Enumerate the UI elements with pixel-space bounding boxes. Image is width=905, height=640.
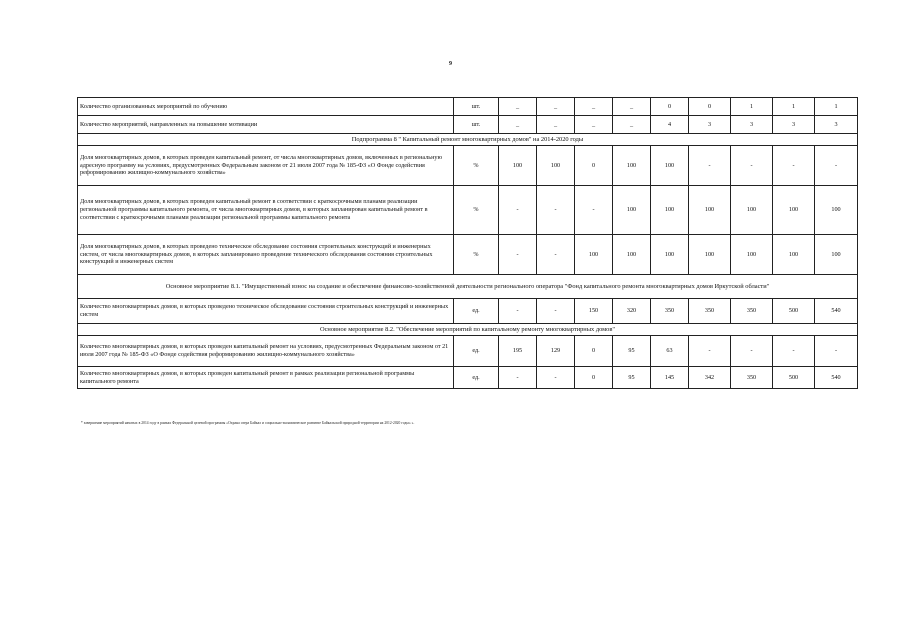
indicator-value: -: [731, 336, 773, 367]
indicator-value: 100: [613, 186, 651, 235]
indicator-value: -: [537, 299, 575, 324]
indicator-value: 100: [815, 235, 858, 275]
indicator-name: Количество многоквартирных домов, в которых проведен капитальный ремонт в рамках реализации региональной программы капитального ремонта: [78, 367, 454, 389]
indicator-value: 100: [575, 235, 613, 275]
indicator-value: 500: [773, 367, 815, 389]
indicator-value: -: [689, 146, 731, 186]
indicator-value: 540: [815, 299, 858, 324]
indicator-value: 95: [613, 367, 651, 389]
indicator-value: 0: [689, 98, 731, 116]
indicator-name: Доля многоквартирных домов, в которых проведено техническое обследование состояния строительных конструкций и инженерных систем, от числа многоквартирных домов, в которых запланировано проведение технического обследования состояния строительных конструкций и инженерных систем: [78, 235, 454, 275]
indicator-value: 100: [651, 146, 689, 186]
indicator-unit: ед.: [454, 299, 499, 324]
indicator-value: -: [537, 186, 575, 235]
indicator-value: _: [575, 116, 613, 134]
indicator-name: Доля многоквартирных домов, в которых проведен капитальный ремонт в соответствии с краткосрочными планами реализации региональной программы капитального ремонта, от числа многоквартирных домов, в которых запланирован капитальный ремонт в соответствии с краткосрочными планами реализации региональной программы капитального ремонта: [78, 186, 454, 235]
indicator-value: -: [815, 336, 858, 367]
indicator-value: 100: [651, 186, 689, 235]
indicator-value: 350: [651, 299, 689, 324]
table-row: [78, 98, 858, 116]
page-number: 9: [449, 61, 452, 67]
table-row: [78, 235, 858, 275]
section-row: [78, 134, 858, 146]
indicator-value: -: [773, 146, 815, 186]
indicator-value: 1: [731, 98, 773, 116]
table-row: [78, 367, 858, 389]
indicator-value: _: [537, 116, 575, 134]
section-row: [78, 324, 858, 336]
indicator-value: 500: [773, 299, 815, 324]
indicator-value: 1: [773, 98, 815, 116]
indicator-value: 100: [689, 235, 731, 275]
indicator-value: 350: [731, 367, 773, 389]
indicator-value: 129: [537, 336, 575, 367]
indicator-value: 0: [575, 336, 613, 367]
footnote: * завершение мероприятий начатых в 2014 году в рамках Федеральной целевой программы «Охрана озера Байкал и социально-экономическое развитие Байкальской природной территории на 2012-2020 годы» ».: [81, 421, 415, 425]
indicator-value: -: [499, 367, 537, 389]
indicator-value: 3: [815, 116, 858, 134]
indicator-value: 540: [815, 367, 858, 389]
indicator-value: _: [613, 98, 651, 116]
indicator-value: 4: [651, 116, 689, 134]
indicator-value: 0: [575, 367, 613, 389]
section-title: Основное мероприятие 8.1. "Имущественный взнос на создание и обеспечение финансово-хозяйственной деятельности регионального оператора "Фонд капитального ремонта многоквартирных домов Иркутской области": [78, 275, 858, 299]
indicator-value: -: [773, 336, 815, 367]
indicator-value: 350: [689, 299, 731, 324]
indicator-value: 342: [689, 367, 731, 389]
indicator-unit: ед.: [454, 367, 499, 389]
indicator-unit: %: [454, 146, 499, 186]
indicator-value: _: [575, 98, 613, 116]
indicator-value: 150: [575, 299, 613, 324]
indicator-value: 100: [537, 146, 575, 186]
indicator-value: _: [613, 116, 651, 134]
indicators-table: [77, 97, 858, 389]
indicator-value: 145: [651, 367, 689, 389]
indicator-value: _: [499, 116, 537, 134]
indicator-name: Количество многоквартирных домов, в которых проведен капитальный ремонт на условиях, предусмотренных Федеральным законом от 21 июля 2007 года № 185-ФЗ «О Фонде содействия реформированию жилищно-коммунального хозяйства»: [78, 336, 454, 367]
indicator-value: 100: [773, 186, 815, 235]
table-row: [78, 186, 858, 235]
indicator-value: -: [537, 367, 575, 389]
indicator-value: -: [731, 146, 773, 186]
indicator-value: 100: [613, 146, 651, 186]
indicator-value: -: [499, 235, 537, 275]
indicator-value: 1: [815, 98, 858, 116]
section-title: Основное мероприятие 8.2. "Обеспечение мероприятий по капитальному ремонту многоквартирных домов": [78, 324, 858, 336]
indicator-value: _: [499, 98, 537, 116]
indicator-value: 320: [613, 299, 651, 324]
indicator-unit: %: [454, 186, 499, 235]
table-row: [78, 116, 858, 134]
indicator-value: 195: [499, 336, 537, 367]
indicator-value: -: [499, 299, 537, 324]
indicator-value: 95: [613, 336, 651, 367]
table-row: [78, 336, 858, 367]
indicator-value: 100: [731, 186, 773, 235]
indicator-value: -: [689, 336, 731, 367]
indicator-value: -: [499, 186, 537, 235]
indicator-value: 100: [651, 235, 689, 275]
indicator-value: -: [575, 186, 613, 235]
indicator-value: 0: [575, 146, 613, 186]
table-row: [78, 299, 858, 324]
section-row: [78, 275, 858, 299]
indicator-unit: ед.: [454, 336, 499, 367]
indicator-value: 100: [773, 235, 815, 275]
indicator-value: 350: [731, 299, 773, 324]
indicator-value: _: [537, 98, 575, 116]
indicator-value: 100: [689, 186, 731, 235]
indicator-value: 3: [689, 116, 731, 134]
indicator-value: 100: [499, 146, 537, 186]
indicator-value: -: [815, 146, 858, 186]
indicator-name: Количество мероприятий, направленных на повышение мотивации: [78, 116, 454, 134]
indicator-name: Количество организованных мероприятий по обучению: [78, 98, 454, 116]
indicator-value: 100: [815, 186, 858, 235]
indicator-unit: шт.: [454, 98, 499, 116]
indicator-value: 3: [773, 116, 815, 134]
indicator-value: 100: [731, 235, 773, 275]
indicator-value: 3: [731, 116, 773, 134]
indicator-value: 0: [651, 98, 689, 116]
table-row: [78, 146, 858, 186]
indicator-value: 100: [613, 235, 651, 275]
indicator-name: Доля многоквартирных домов, в которых проведен капитальный ремонт, от числа многоквартирных домов, включенных в региональную адресную программу на условиях, предусмотренных Федеральным законом от 21 июля 2007 года № 185-ФЗ «О Фонде содействия реформированию жилищно-коммунального хозяйства»: [78, 146, 454, 186]
indicator-unit: %: [454, 235, 499, 275]
indicator-unit: шт.: [454, 116, 499, 134]
indicator-value: -: [537, 235, 575, 275]
indicator-value: 63: [651, 336, 689, 367]
section-title: Подпрограмма 8 " Капитальный ремонт многоквартирных домов" на 2014-2020 годы: [78, 134, 858, 146]
indicator-name: Количество многоквартирных домов, в которых проведено техническое обследование состояния строительных конструкций и инженерных систем: [78, 299, 454, 324]
